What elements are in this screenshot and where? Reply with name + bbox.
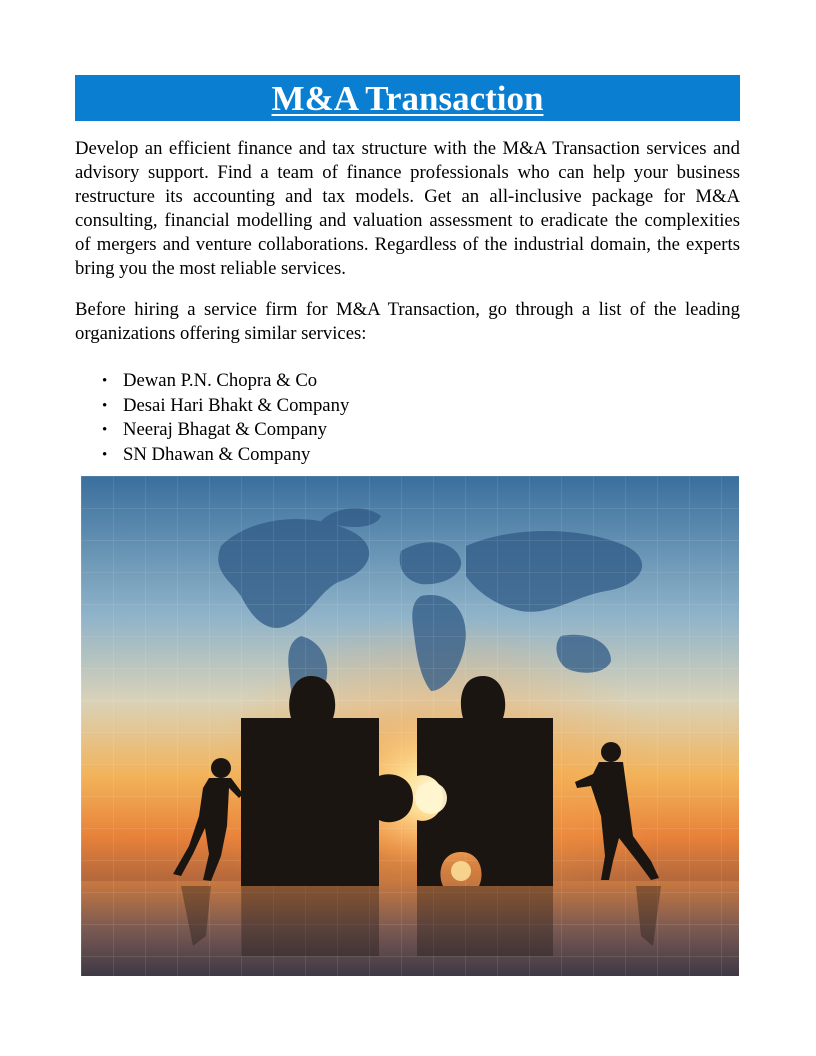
document-page: [75, 75, 740, 467]
list-item: [75, 369, 740, 394]
lead-in-paragraph: Before hiring a service firm for M&A Transaction, go through a list of the leading organizations offering similar services:: [75, 299, 740, 344]
company-name: Dewan P.N. Chopra & Co: [123, 370, 318, 391]
company-name: SN Dhawan & Company: [123, 443, 311, 465]
company-name: Desai Hari Bhakt & Company: [123, 394, 350, 416]
bullet-icon: •: [102, 397, 108, 414]
hero-image: [81, 476, 739, 976]
list-item: [75, 418, 740, 443]
bullet-icon: •: [102, 446, 108, 463]
title-banner: [75, 75, 740, 121]
company-name: Neeraj Bhagat & Company: [123, 419, 327, 440]
company-list: [75, 369, 740, 467]
bullet-icon: •: [102, 373, 108, 389]
list-item: [75, 443, 740, 468]
puzzle-merger-illustration: [81, 476, 739, 976]
list-item: [75, 394, 740, 419]
page-title: M&A Transaction: [271, 78, 544, 118]
bullet-icon: •: [102, 422, 108, 438]
intro-paragraph: Develop an efficient finance and tax structure with the M&A Transaction services and advisory support. Find a team of finance professionals who can help your business restructure its accounting and tax models. Get an all-inclusive package for M&A consulting, financial modelling and valuation assessment to eradicate the complexities of mergers and venture collaborations. Regardless of the industrial domain, the experts bring you the most reliable services.: [75, 138, 740, 279]
